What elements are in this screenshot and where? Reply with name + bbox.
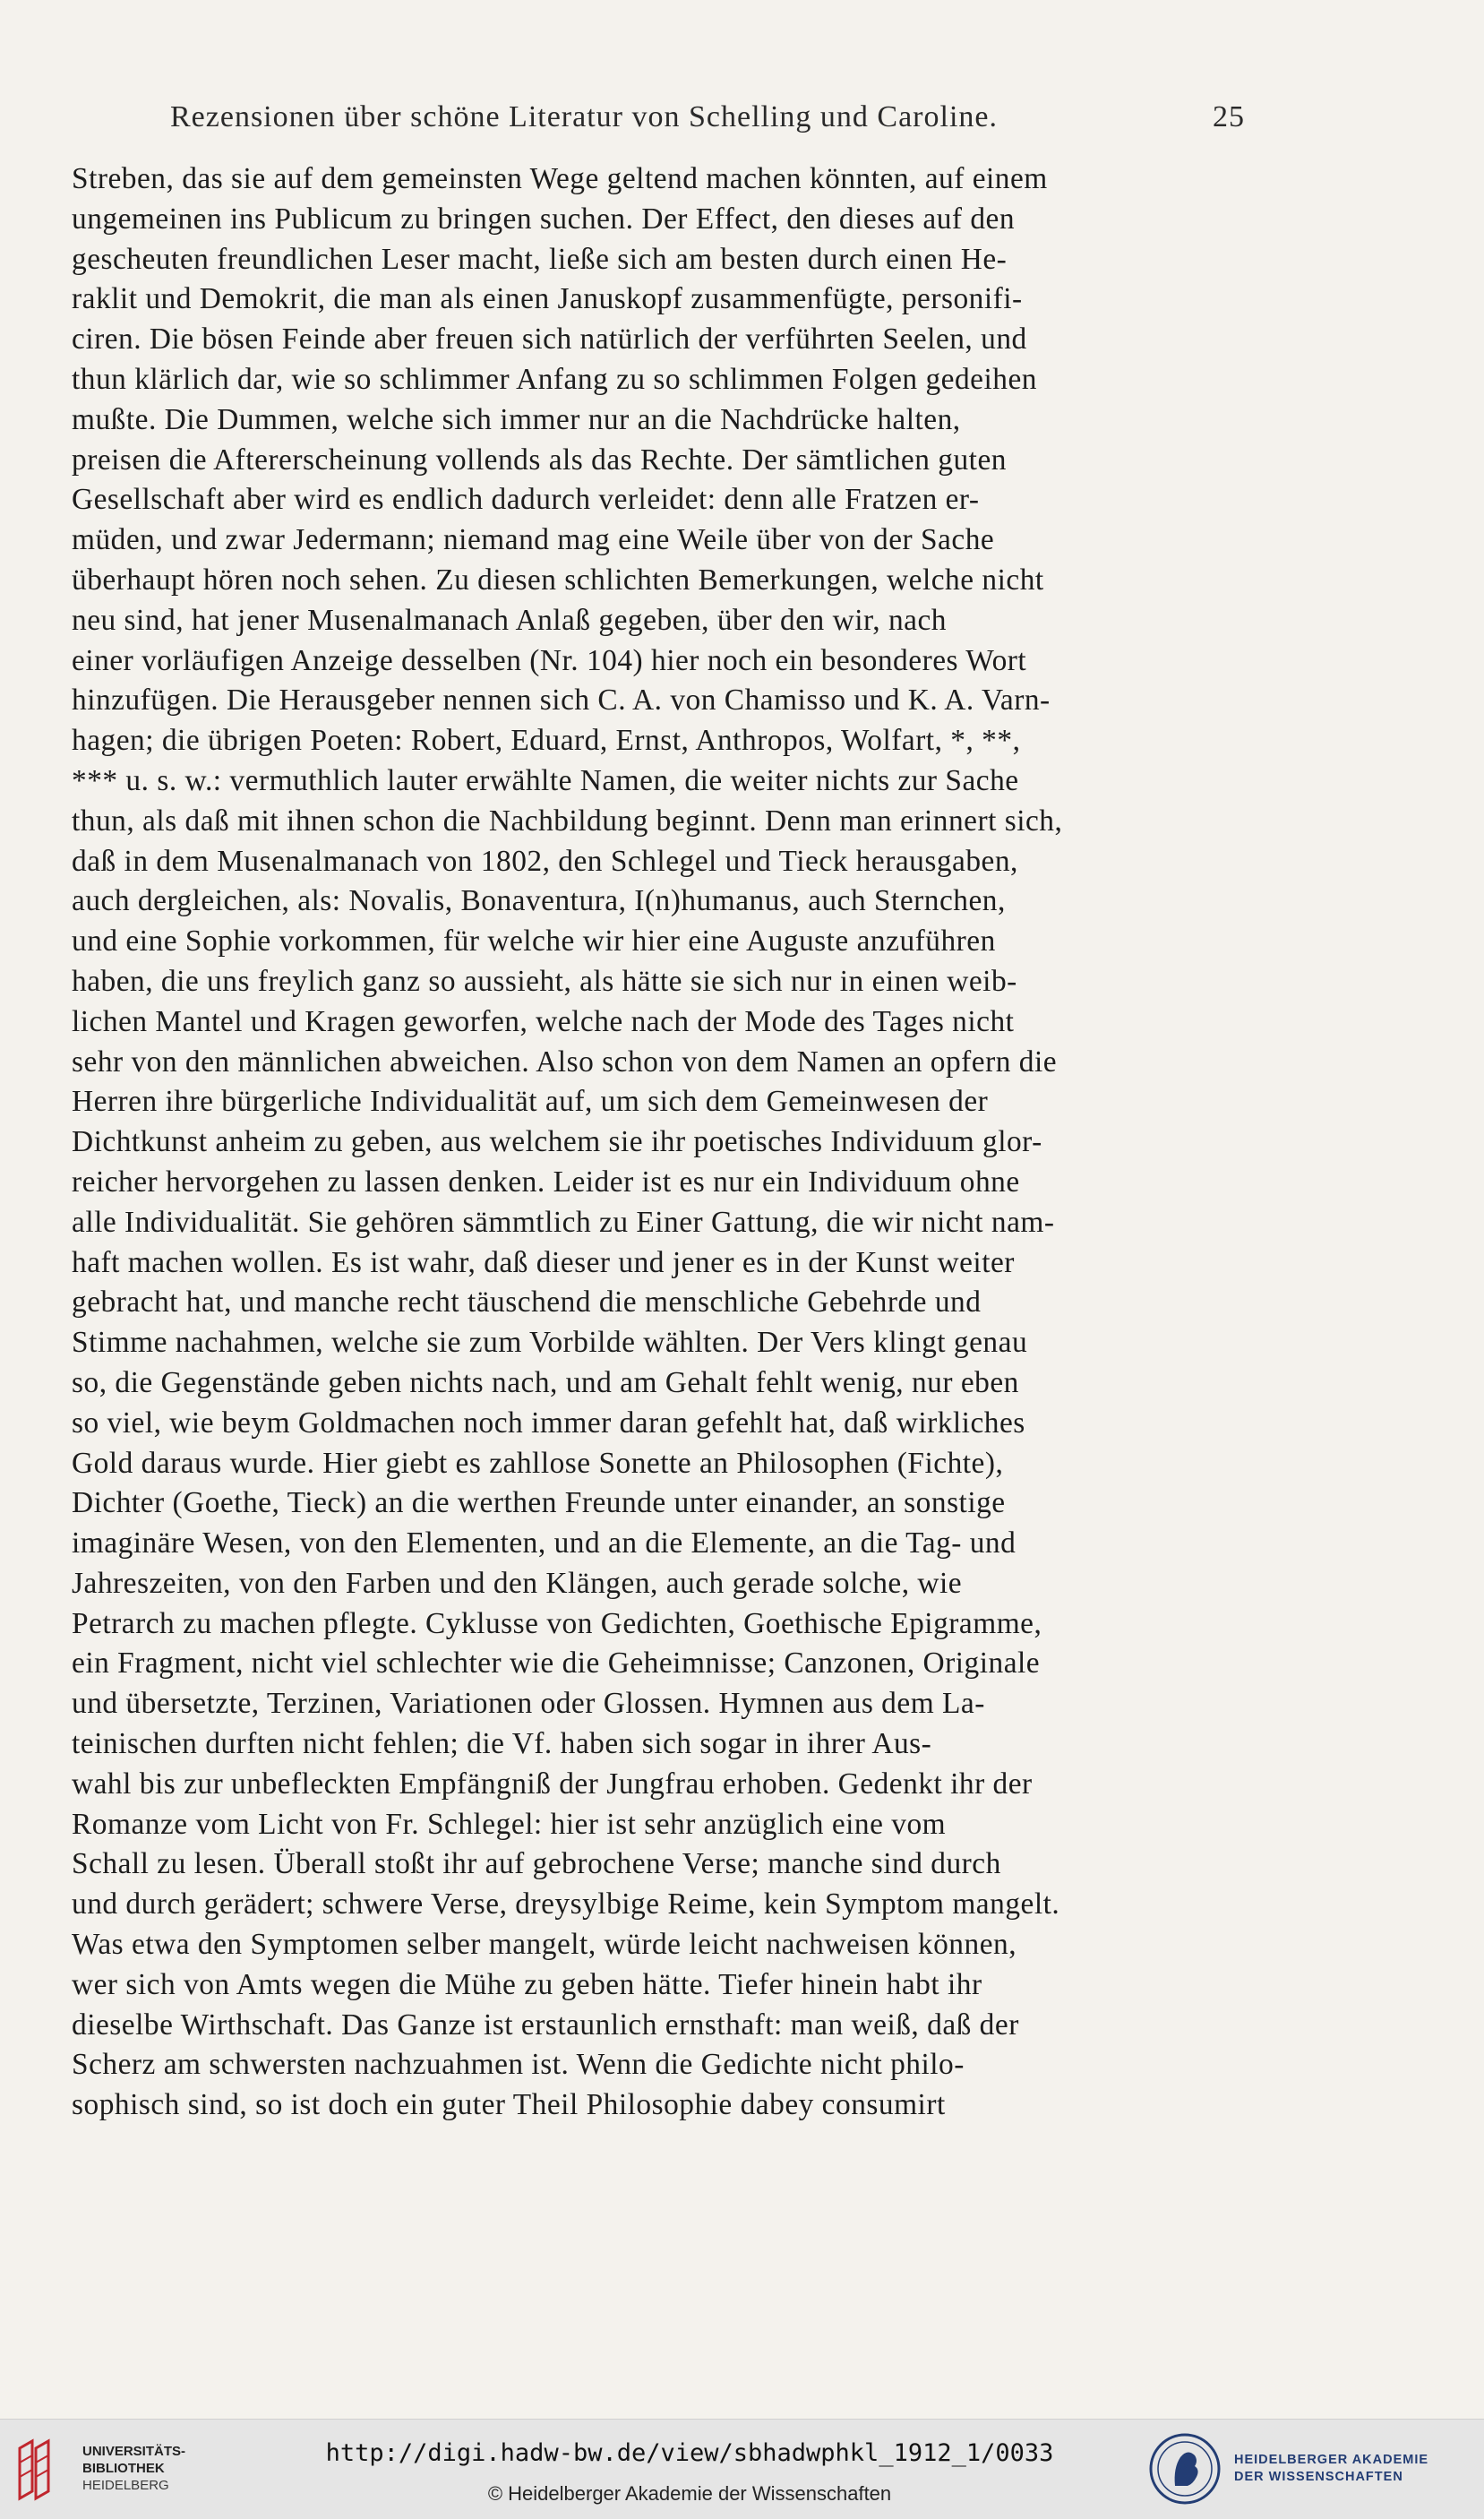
ub-heidelberg-logo-icon[interactable] bbox=[14, 2436, 54, 2504]
text-line: und übersetzte, Terzinen, Variationen oder Glossen. Hymnen aus dem La- bbox=[72, 1687, 985, 1721]
text-line: Schall zu lesen. Überall stoßt ihr auf gebrochene Verse; manche sind durch bbox=[72, 1847, 1001, 1881]
text-line: und durch gerädert; schwere Verse, dreysylbige Reime, kein Symptom mangelt. bbox=[72, 1887, 1060, 1921]
text-line: daß in dem Musenalmanach von 1802, den Schlegel und Tieck herausgaben, bbox=[72, 844, 1018, 878]
text-line: lichen Mantel und Kragen geworfen, welche nach der Mode des Tages nicht bbox=[72, 1004, 1015, 1038]
text-line: Romanze vom Licht von Fr. Schlegel: hier ist sehr anzüglich eine vom bbox=[72, 1807, 947, 1841]
copyright-notice: © Heidelberger Akademie der Wissenschaften bbox=[487, 2482, 892, 2505]
text-line: Herren ihre bürgerliche Individualität auf, um sich dem Gemeinwesen der bbox=[72, 1085, 989, 1119]
footer-bar bbox=[0, 2419, 1484, 2519]
text-line: auch dergleichen, als: Novalis, Bonaventura, I(n)humanus, auch Sternchen, bbox=[72, 884, 1006, 918]
text-line: ungemeinen ins Publicum zu bringen suchen. Der Effect, den dieses auf den bbox=[72, 202, 1016, 236]
text-line: und eine Sophie vorkommen, für welche wir hier eine Auguste anzuführen bbox=[72, 924, 996, 959]
text-line: Gesellschaft aber wird es endlich dadurch verleidet: denn alle Fratzen er- bbox=[72, 483, 980, 517]
academy-name[interactable] bbox=[1234, 2452, 1428, 2486]
text-line: Dichtkunst anheim zu geben, aus welchem sie ihr poetisches Individuum glor- bbox=[72, 1125, 1042, 1159]
text-line: raklit und Demokrit, die man als einen Januskopf zusammenfügte, personifi- bbox=[72, 282, 1023, 316]
text-line: hinzufügen. Die Herausgeber nennen sich C. A. von Chamisso und K. A. Varn- bbox=[72, 683, 1051, 718]
text-line: so viel, wie beym Goldmachen noch immer daran gefehlt hat, daß wirkliches bbox=[72, 1406, 1025, 1440]
text-line: alle Individualität. Sie gehören sämmtlich zu Einer Gattung, die wir nicht nam- bbox=[72, 1205, 1055, 1239]
text-line: ciren. Die bösen Feinde aber freuen sich natürlich der verführten Seelen, und bbox=[72, 322, 1027, 357]
library-line-3: HEIDELBERG bbox=[82, 2478, 169, 2493]
text-line: teinischen durften nicht fehlen; die Vf. haben sich sogar in ihrer Aus- bbox=[72, 1727, 932, 1761]
running-header bbox=[170, 100, 1245, 145]
text-line: neu sind, hat jener Musenalmanach Anlaß gegeben, über den wir, nach bbox=[72, 603, 947, 637]
text-line: Dichter (Goethe, Tieck) an die werthen Freunde unter einander, an sonstige bbox=[72, 1486, 1006, 1520]
text-line: einer vorläufigen Anzeige desselben (Nr. 104) hier noch ein besonderes Wort bbox=[72, 643, 1027, 677]
academy-line-1: HEIDELBERGER AKADEMIE bbox=[1234, 2453, 1429, 2467]
body-text bbox=[72, 159, 1245, 2126]
text-line: *** u. s. w.: vermuthlich lauter erwählte Namen, die weiter nichts zur Sache bbox=[72, 763, 1019, 797]
text-line: Stimme nachahmen, welche sie zum Vorbilde wählten. Der Vers klingt genau bbox=[72, 1326, 1028, 1360]
text-line: überhaupt hören noch sehen. Zu diesen schlichten Bemerkungen, welche nicht bbox=[72, 563, 1044, 597]
library-name[interactable] bbox=[82, 2443, 185, 2494]
text-line: mußte. Die Dummen, welche sich immer nur an die Nachdrücke halten, bbox=[72, 402, 961, 436]
page-number: 25 bbox=[1213, 100, 1245, 133]
text-line: Scherz am schwersten nachzuahmen ist. Wenn die Gedichte nicht philo- bbox=[72, 2048, 965, 2082]
running-title: Rezensionen über schöne Literatur von Schelling und Caroline. bbox=[170, 100, 998, 133]
text-line: preisen die Aftererscheinung vollends als das Rechte. Der sämtlichen guten bbox=[72, 443, 1007, 477]
text-line: wahl bis zur unbefleckten Empfängniß der Jungfrau erhoben. Gedenkt ihr der bbox=[72, 1767, 1033, 1801]
library-line-2: BIBLIOTHEK bbox=[82, 2461, 165, 2476]
text-line: so, die Gegenstände geben nichts nach, und am Gehalt fehlt wenig, nur eben bbox=[72, 1365, 1019, 1399]
text-line: reicher hervorgehen zu lassen denken. Leider ist es nur ein Individuum ohne bbox=[72, 1165, 1020, 1199]
academy-seal-icon[interactable] bbox=[1148, 2432, 1222, 2506]
text-line: thun klärlich dar, wie so schlimmer Anfang zu so schlimmen Folgen gedeihen bbox=[72, 362, 1037, 396]
text-line: Was etwa den Symptomen selber mangelt, würde leicht nachweisen können, bbox=[72, 1928, 1017, 1962]
text-line: müden, und zwar Jedermann; niemand mag eine Weile über von der Sache bbox=[72, 523, 995, 557]
text-line: Gold daraus wurde. Hier giebt es zahllose Sonette an Philosophen (Fichte), bbox=[72, 1446, 1004, 1480]
text-line: dieselbe Wirthschaft. Das Ganze ist erstaunlich ernsthaft: man weiß, daß der bbox=[72, 2007, 1019, 2042]
text-line: sehr von den männlichen abweichen. Also schon von dem Namen an opfern die bbox=[72, 1045, 1058, 1079]
text-line: ein Fragment, nicht viel schlechter wie die Geheimnisse; Canzonen, Originale bbox=[72, 1646, 1041, 1681]
text-line: imaginäre Wesen, von den Elementen, und an die Elemente, an die Tag- und bbox=[72, 1526, 1016, 1560]
text-line: haben, die uns freylich ganz so aussieht, als hätte sie sich nur in einen weib- bbox=[72, 964, 1017, 998]
text-line: gebracht hat, und manche recht täuschend die menschliche Gebehrde und bbox=[72, 1285, 982, 1320]
text-line: wer sich von Amts wegen die Mühe zu geben hätte. Tiefer hinein habt ihr bbox=[72, 1967, 982, 2001]
library-line-1: UNIVERSITÄTS- bbox=[82, 2444, 186, 2459]
text-line: sophisch sind, so ist doch ein guter Theil Philosophie dabey consumirt bbox=[72, 2088, 946, 2122]
academy-line-2: DER WISSENSCHAFTEN bbox=[1234, 2470, 1403, 2484]
text-line: Petrarch zu machen pflegte. Cyklusse von Gedichten, Goethische Epigramme, bbox=[72, 1606, 1042, 1640]
text-line: thun, als daß mit ihnen schon die Nachbildung beginnt. Denn man erinnert sich, bbox=[72, 804, 1063, 838]
text-line: gescheuten freundlichen Leser macht, ließe sich am besten durch einen He- bbox=[72, 242, 1008, 276]
text-line: hagen; die übrigen Poeten: Robert, Eduard, Ernst, Anthropos, Wolfart, *, **, bbox=[72, 724, 1021, 758]
text-line: Streben, das sie auf dem gemeinsten Wege geltend machen könnten, auf einem bbox=[72, 162, 1048, 195]
permalink-url[interactable]: http://digi.hadw-bw.de/view/sbhadwphkl_1912_1/0033 bbox=[325, 2439, 1054, 2467]
text-line: Jahreszeiten, von den Farben und den Klängen, auch gerade solche, wie bbox=[72, 1566, 963, 1600]
text-line: haft machen wollen. Es ist wahr, daß dieser und jener es in der Kunst weiter bbox=[72, 1245, 1015, 1279]
